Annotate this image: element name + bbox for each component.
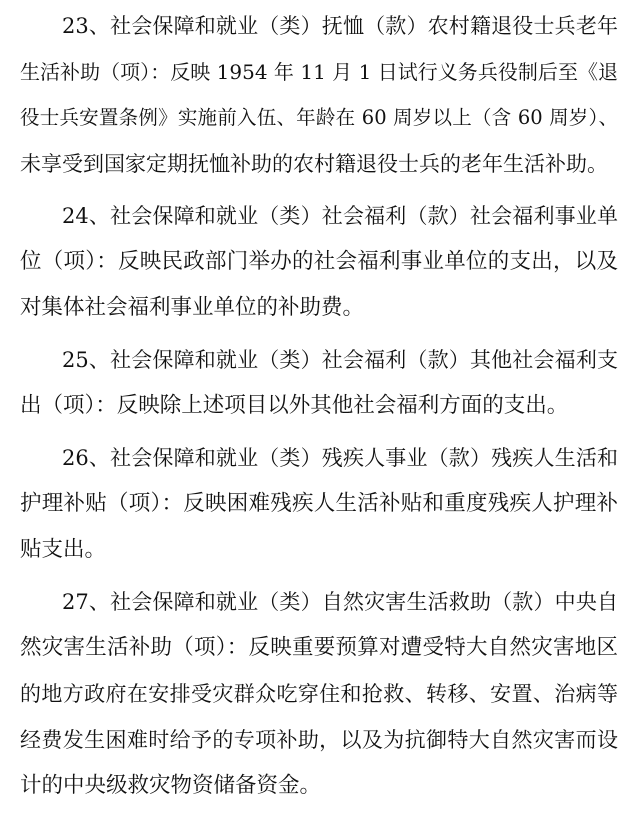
text-line: 经费发生困难时给予的专项补助，以及为抗御特大自然灾害而设 (20, 728, 618, 752)
text-line: 位（项）：反映民政部门举办的社会福利事业单位的支出，以及 (20, 249, 618, 274)
text-line: 27、社会保障和就业（类）自然灾害生活救助（款）中央自 (62, 590, 618, 614)
text-line: 25、社会保障和就业（类）社会福利（款）其他社会福利支 (62, 348, 618, 372)
text-line: 护理补贴（项）：反映困难残疾人生活补贴和重度残疾人护理补 (20, 491, 618, 516)
text-line: 24、社会保障和就业（类）社会福利（款）社会福利事业单 (62, 204, 618, 228)
text-line: 役士兵安置条例》实施前入伍、年龄在 60 周岁以上（含 60 周岁）、 (20, 106, 618, 129)
text-line: 的地方政府在安排受灾群众吃穿住和抢救、转移、安置、治病等 (20, 682, 618, 706)
text-line: 出（项）：反映除上述项目以外其他社会福利方面的支出。 (20, 393, 569, 418)
text-line: 26、社会保障和就业（类）残疾人事业（款）残疾人生活和 (62, 446, 618, 470)
text-line: 对集体社会福利事业单位的补助费。 (20, 295, 365, 320)
text-line: 计的中央级救灾物资储备资金。 (20, 773, 322, 798)
text-line: 贴支出。 (20, 537, 107, 562)
text-line: 23、社会保障和就业（类）抚恤（款）农村籍退役士兵老年 (62, 14, 618, 38)
text-line: 未享受到国家定期抚恤补助的农村籍退役士兵的老年生活补助。 (20, 152, 608, 176)
text-line: 然灾害生活补助（项）：反映重要预算对遭受特大自然灾害地区 (20, 635, 618, 660)
text-line: 生活补助（项）：反映 1954 年 11 月 1 日试行义务兵役制后至《退 (20, 60, 618, 84)
